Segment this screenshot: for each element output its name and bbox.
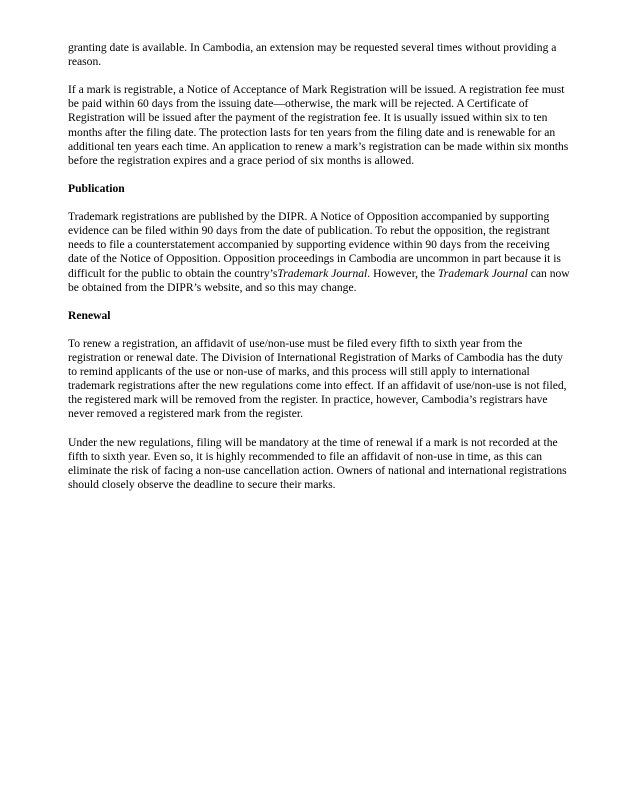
journal-title-2: Trademark Journal [437, 266, 528, 280]
paragraph-renewal-2: Under the new regulations, filing will be mandatory at the time of renewal if a mark is not recorded at the fifth to sixth year. Even so, it is highly recommended to file an affidavit of non-use in time, as this can eliminate the risk of facing a non-use cancellation action. Owners of national and international registrations should closely observe the deadline to secure their marks. [68, 435, 567, 491]
publication-text-c: can now be obtained from the DIPR’s website, and so this may change. [68, 266, 570, 294]
heading-renewal: Renewal [68, 308, 111, 322]
publication-text-a: Trademark registrations are published by the DIPR. A Notice of Opposition accompanied by supporting evidence can be filed within 90 days from the date of publication. To rebut the opposition, the registrant needs to file a counterstatement accompanied by supporting evidence within 90 days from the receiving date of the Notice of Opposition. Opposition proceedings in Cambodia are uncommon in part because it is difficult for the public to obtain the country’s [68, 210, 561, 280]
paragraph-extension: granting date is available. In Cambodia, an extension may be requested several times without providing a reason. [68, 41, 557, 69]
document-page [68, 41, 570, 506]
paragraph-registration: If a mark is registrable, a Notice of Acceptance of Mark Registration will be issued. A registration fee must be paid within 60 days from the issuing date—otherwise, the mark will be rejected. A Certificate of Registration will be issued after the payment of the registration fee. It is usually issued within six to ten months after the filing date. The protection lasts for ten years from the filing date and is renewable for an additional ten years each time. An application to renew a mark’s registration can be made within six months before the registration expires and a grace period of six months is allowed. [68, 83, 569, 167]
journal-title-1: Trademark Journal [277, 266, 368, 280]
heading-publication: Publication [68, 181, 125, 195]
paragraph-publication [68, 210, 570, 295]
publication-text-b: . However, the [367, 266, 438, 280]
paragraph-renewal-1: To renew a registration, an affidavit of use/non-use must be filed every fifth to sixth year from the registration or renewal date. The Division of International Registration of Marks of Cambodia has the duty to remind applicants of the use or non-use of marks, and this process will still apply to international trademark registrations after the new regulations come into effect. If an affidavit of use/non-use is not filed, the registered mark will be removed from the register. In practice, however, Cambodia’s registrars have never removed a registered mark from the register. [68, 336, 567, 421]
